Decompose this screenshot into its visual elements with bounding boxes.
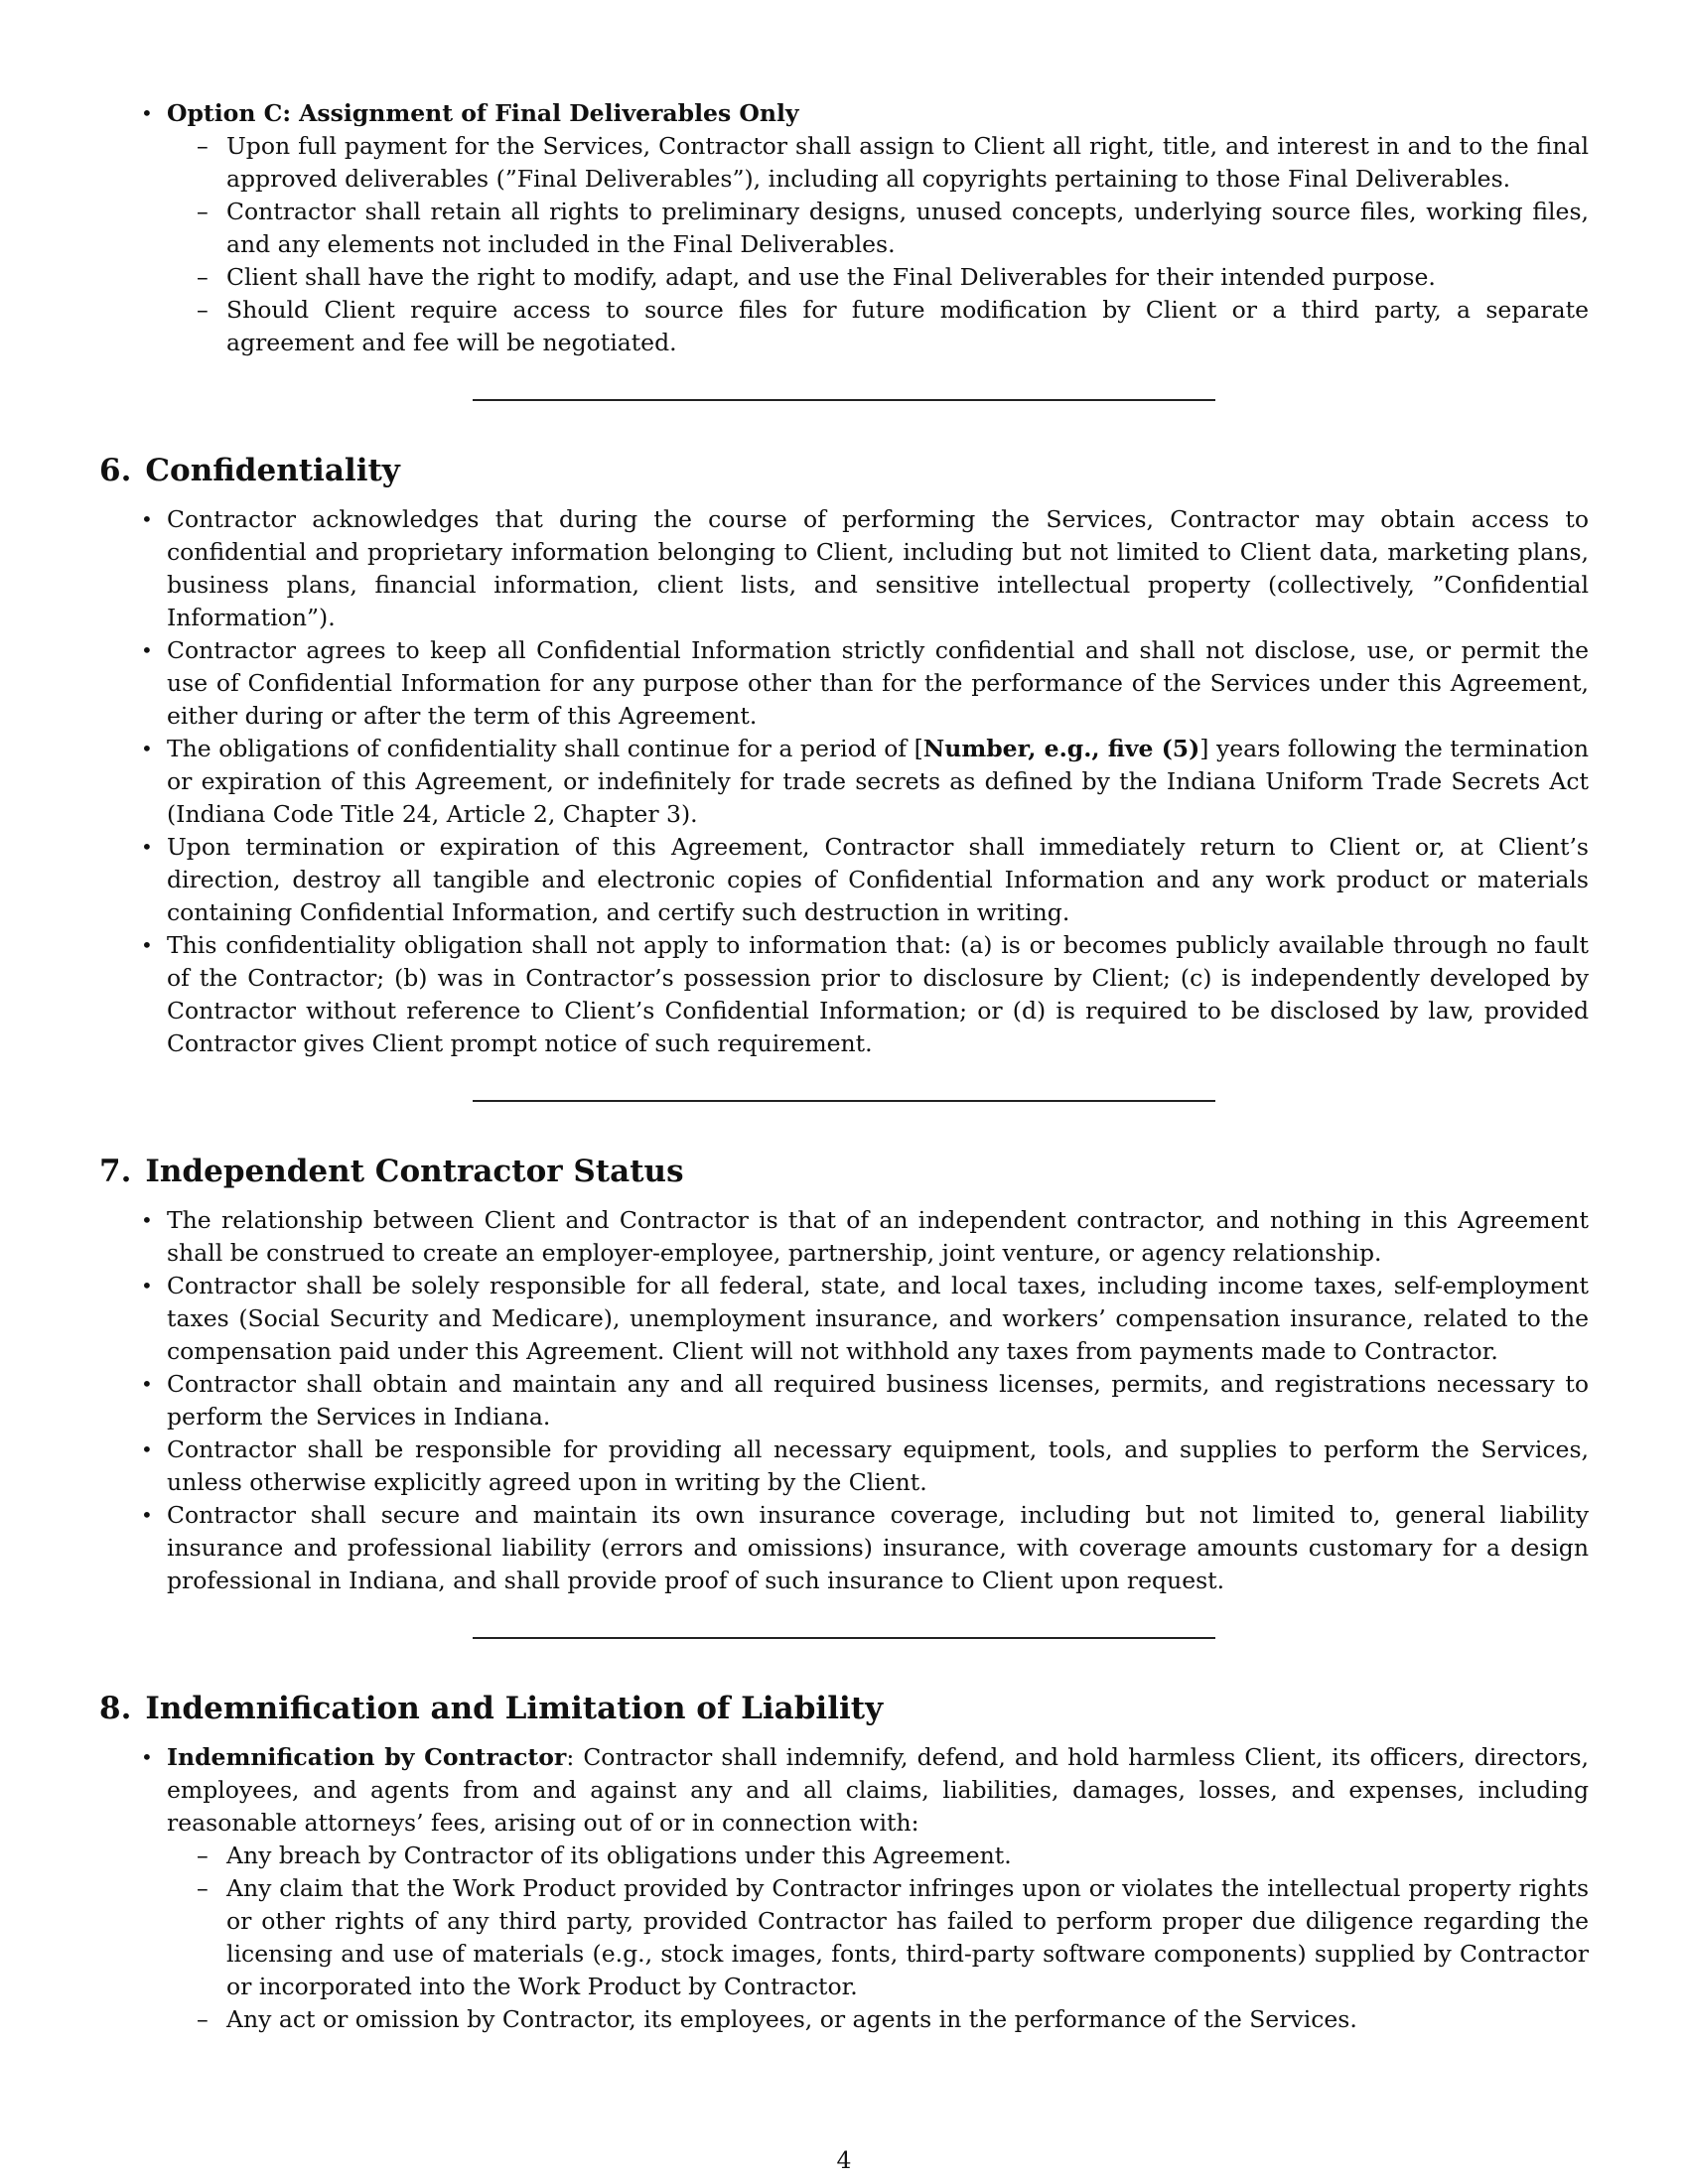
section-8-subitem-2: – Any claim that the Work Product provided by Contractor infringes upon or violates the intellectual property rights or other rights of any third party, provided Contractor has failed to perform proper due diligence regarding the licensing and use of materials (e.g., stock images, fonts, third-party software components) supplied by Contractor or incorporated into the Work Product by Contractor. bbox=[226, 1872, 1589, 2003]
section-8-subitem-1: – Any breach by Contractor of its obligations under this Agreement. bbox=[226, 1840, 1589, 1872]
indemnification-text: : Contractor shall indemnify, defend, and hold harmless Client, its officers, directors, employees, and agents from and against any and all claims, liabilities, damages, losses, and expenses, including reasonable attorneys’ fees, arising out of or in connection with: bbox=[167, 1743, 1589, 1837]
section-6-title: Confidentiality bbox=[145, 453, 400, 488]
section-6-item-3: • The obligations of confidentiality shall continue for a period of [Number, e.g., five (5)] years following the termination or expiration of this Agreement, or indefinitely for trade secrets as defined by the Indiana Uniform Trade Secrets Act (Indiana Code Title 24, Article 2, Chapter 3). bbox=[167, 733, 1589, 831]
option-c-subitem-4: – Should Client require access to source files for future modification by Client or a third party, a separate agreement and fee will be negotiated. bbox=[226, 294, 1589, 359]
option-c-subitem-1: – Upon full payment for the Services, Contractor shall assign to Client all right, title, and interest in and to the final approved deliverables (”Final Deliverables”), including all copyrights pertaining to those Final Deliverables. bbox=[226, 130, 1589, 196]
section-7-item-5: • Contractor shall secure and maintain its own insurance coverage, including but not limited to, general liability insurance and professional liability (errors and omissions) insurance, with coverage amounts customary for a design professional in Indiana, and shall provide proof of such insurance to Client upon request. bbox=[167, 1499, 1589, 1597]
placeholder-number: Number, e.g., five (5) bbox=[922, 735, 1200, 762]
section-8-heading bbox=[99, 1689, 1589, 1728]
section-6-number: 6. bbox=[99, 453, 132, 488]
section-7-item-1: • The relationship between Client and Contractor is that of an independent contractor, and nothing in this Agreement shall be construed to create an employer-employee, partnership, joint venture, or agency relationship. bbox=[167, 1204, 1589, 1270]
section-7-heading bbox=[99, 1152, 1589, 1191]
section-7-item-3: • Contractor shall obtain and maintain any and all required business licenses, permits, and registrations necessary to perform the Services in Indiana. bbox=[167, 1368, 1589, 1433]
section-7-item-4: • Contractor shall be responsible for providing all necessary equipment, tools, and supplies to perform the Services, unless otherwise explicitly agreed upon in writing by the Client. bbox=[167, 1433, 1589, 1499]
section-7-list bbox=[99, 1204, 1589, 1597]
section-7-number: 7. bbox=[99, 1154, 132, 1189]
section-8-list bbox=[99, 1741, 1589, 2036]
section-8-number: 8. bbox=[99, 1691, 132, 1726]
section-6-item-3-pre: The obligations of confidentiality shall continue for a period of bbox=[167, 735, 914, 762]
section-8-subitem-3: – Any act or omission by Contractor, its employees, or agents in the performance of the Services. bbox=[226, 2003, 1589, 2036]
page-number: 4 bbox=[836, 2146, 852, 2174]
option-c-sublist bbox=[167, 130, 1589, 359]
section-6-item-2: • Contractor agrees to keep all Confidential Information strictly confidential and shall not disclose, use, or permit the use of Confidential Information for any purpose other than for the performance of the Services under this Agreement, either during or after the term of this Agreement. bbox=[167, 634, 1589, 733]
section-6-item-4: • Upon termination or expiration of this Agreement, Contractor shall immediately return to Client or, at Client’s direction, destroy all tangible and electronic copies of Confidential Information and any work product or materials containing Confidential Information, and certify such destruction in writing. bbox=[167, 831, 1589, 929]
option-c-subitem-3: – Client shall have the right to modify, adapt, and use the Final Deliverables for their intended purpose. bbox=[226, 261, 1589, 294]
option-c-item bbox=[167, 97, 1589, 359]
section-8-sublist bbox=[167, 1840, 1589, 2036]
indemnification-label: Indemnification by Contractor bbox=[167, 1743, 567, 1771]
section-6-list bbox=[99, 503, 1589, 1060]
section-8-item-1 bbox=[167, 1741, 1589, 2036]
section-8-title: Indemnification and Limitation of Liability bbox=[145, 1691, 884, 1726]
section-6-item-5: • This confidentiality obligation shall not apply to information that: (a) is or becomes publicly available through no fault of the Contractor; (b) was in Contractor’s possession prior to disclosure by Client; (c) is independently developed by Contractor without reference to Client’s Confidential Information; or (d) is required to be disclosed by law, provided Contractor gives Client prompt notice of such requirement. bbox=[167, 929, 1589, 1060]
option-c-list bbox=[99, 97, 1589, 359]
section-divider bbox=[473, 399, 1215, 401]
section-6-heading bbox=[99, 451, 1589, 490]
option-c-title: Option C: Assignment of Final Deliverables Only bbox=[167, 99, 799, 127]
section-divider bbox=[473, 1637, 1215, 1639]
section-7-item-2: • Contractor shall be solely responsible for all federal, state, and local taxes, including income taxes, self-employment taxes (Social Security and Medicare), unemployment insurance, and workers’ compensation insurance, related to the compensation paid under this Agreement. Client will not withhold any taxes from payments made to Contractor. bbox=[167, 1270, 1589, 1368]
section-6-item-1: • Contractor acknowledges that during the course of performing the Services, Contractor may obtain access to confidential and proprietary information belonging to Client, including but not limited to Client data, marketing plans, business plans, financial information, client lists, and sensitive intellectual property (collectively, ”Confidential Information”). bbox=[167, 503, 1589, 634]
page-content bbox=[99, 97, 1589, 2036]
section-6-item-3-post: years following the termination or expiration of this Agreement, or indefinitely for trade secrets as defined by the Indiana Uniform Trade Secrets Act (Indiana Code Title 24, Article 2, Chapter 3). bbox=[167, 735, 1589, 828]
option-c-subitem-2: – Contractor shall retain all rights to preliminary designs, unused concepts, underlying source files, working files, and any elements not included in the Final Deliverables. bbox=[226, 196, 1589, 261]
section-7-title: Independent Contractor Status bbox=[145, 1154, 684, 1189]
section-divider bbox=[473, 1100, 1215, 1102]
